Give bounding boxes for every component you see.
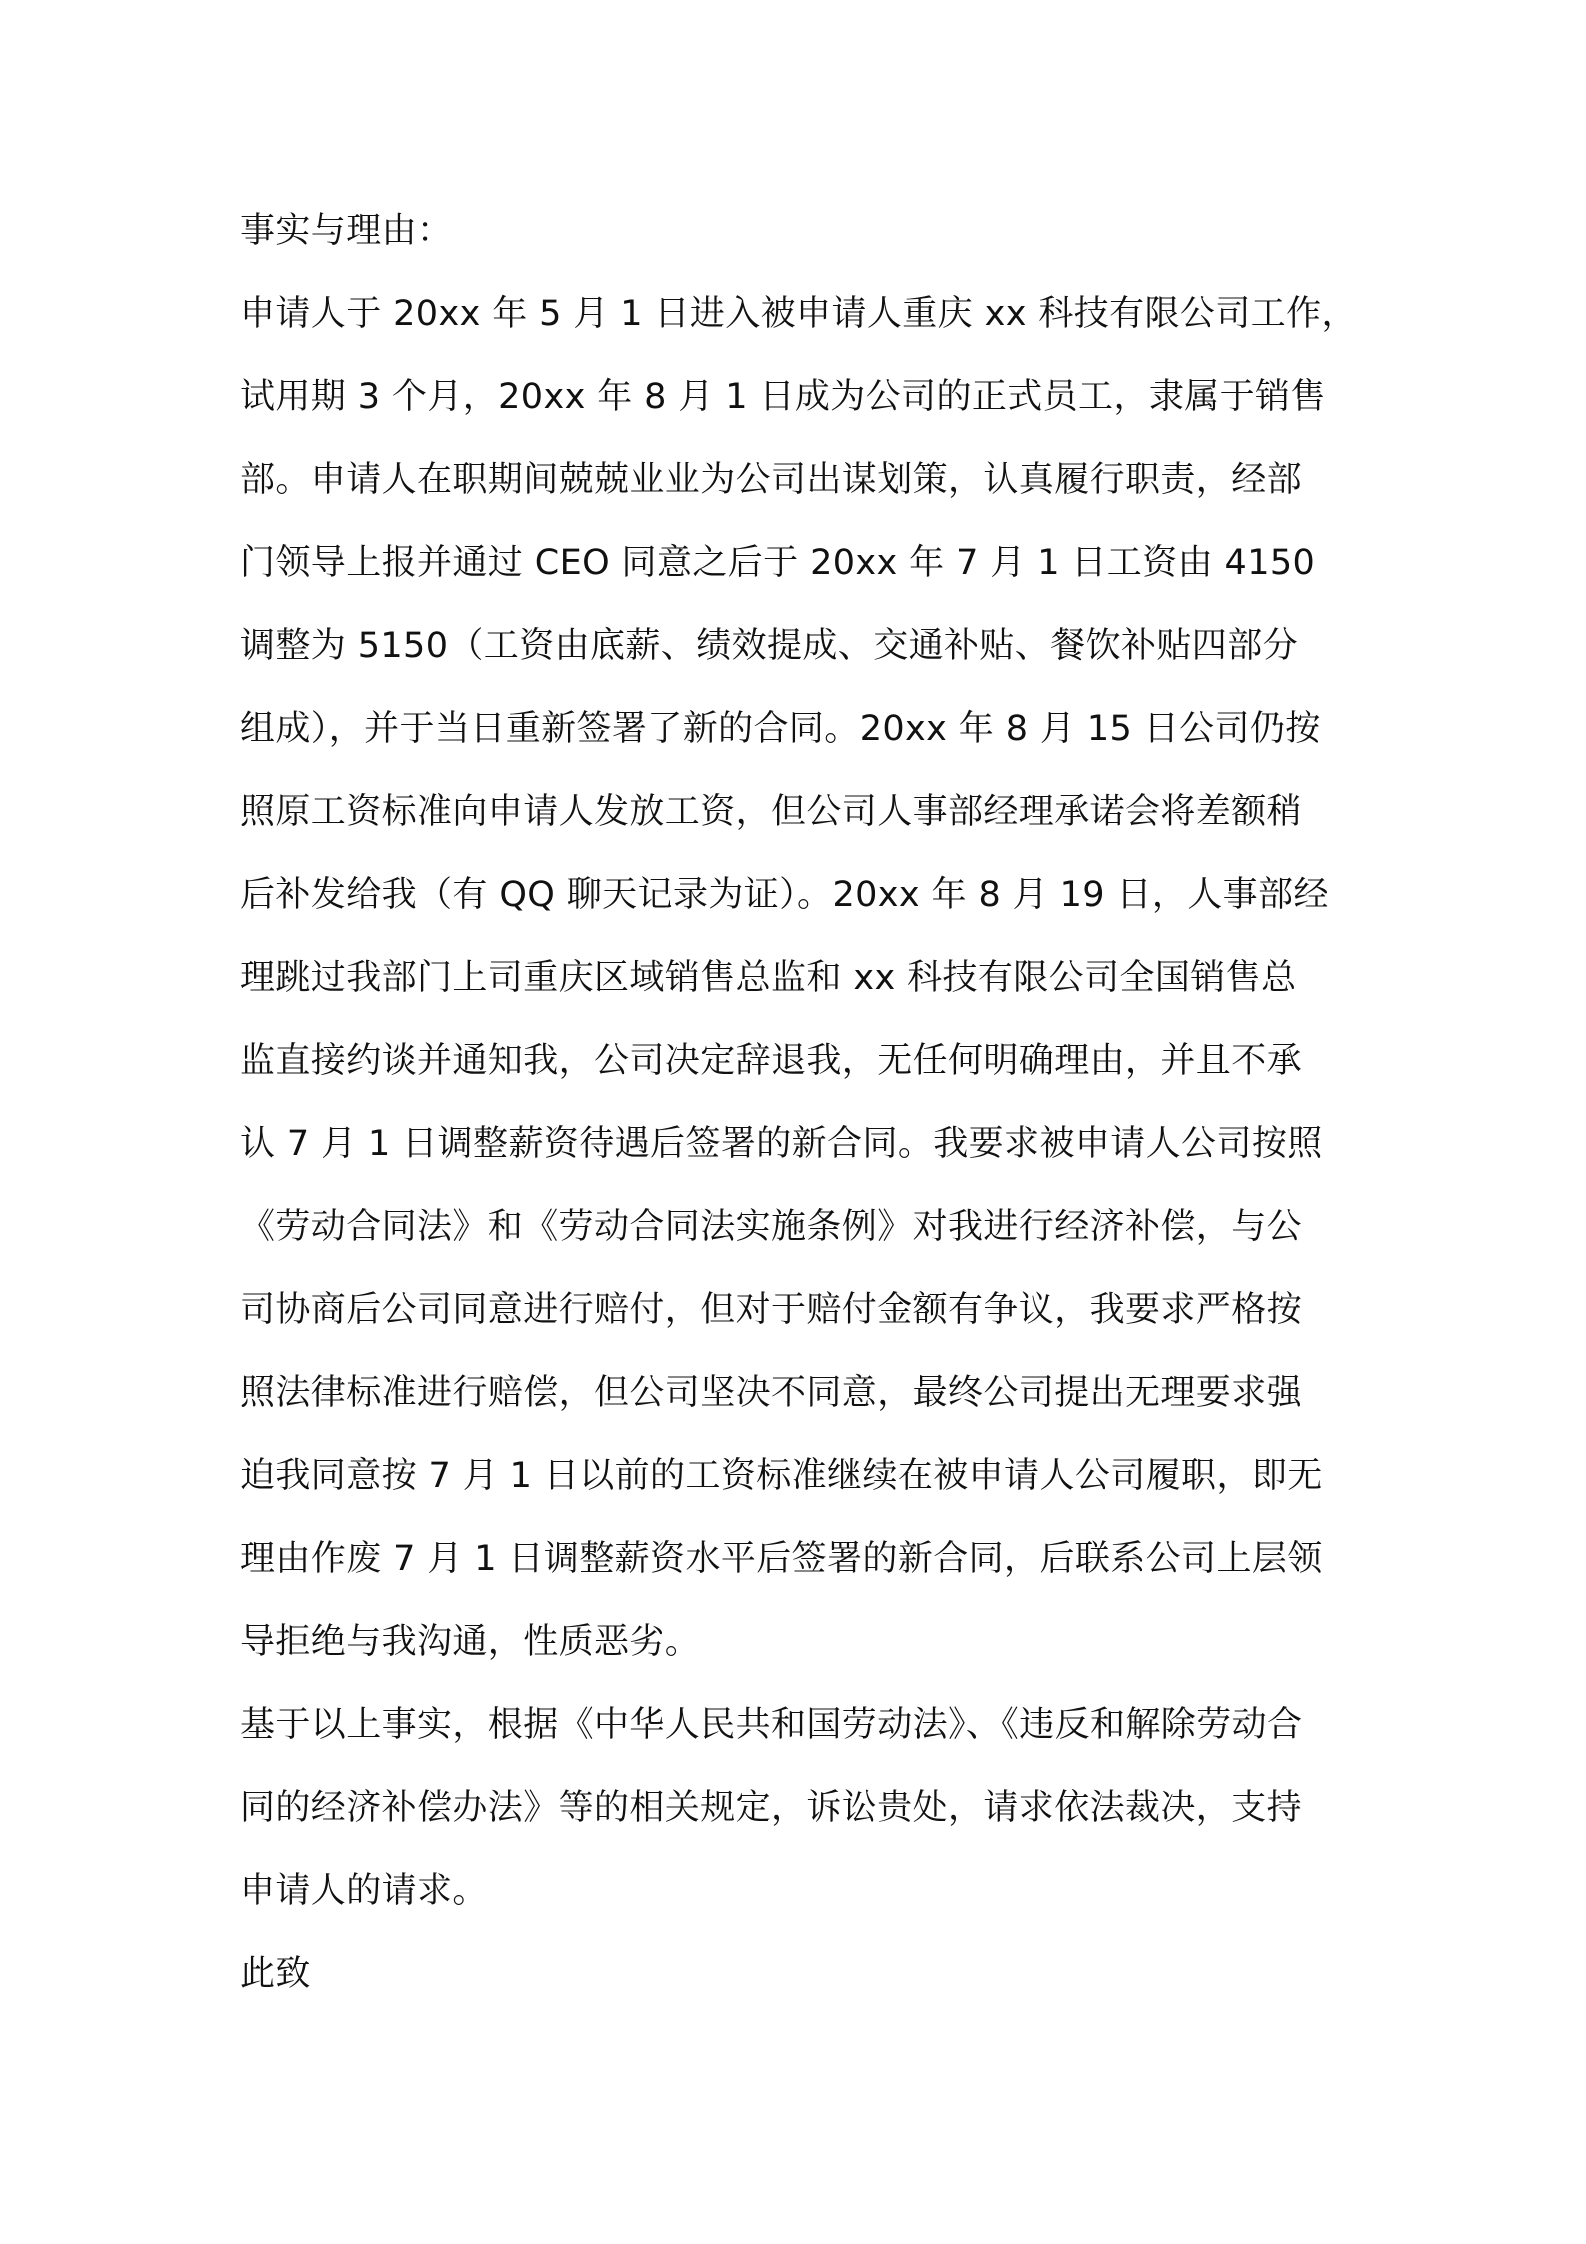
facts-line: 部。申请人在职期间兢兢业业为公司出谋划策，认真履行职责，经部 <box>240 460 1303 500</box>
facts-line: 照法律标准进行赔偿，但公司坚决不同意，最终公司提出无理要求强 <box>240 1373 1303 1413</box>
facts-line: 司协商后公司同意进行赔付，但对于赔付金额有争议，我要求严格按 <box>240 1290 1303 1330</box>
facts-line: 理由作废 7 月 1 日调整薪资水平后签署的新合同，后联系公司上层领 <box>240 1539 1323 1579</box>
facts-line: 监直接约谈并通知我，公司决定辞退我，无任何明确理由，并且不承 <box>240 1041 1303 1081</box>
facts-line: 导拒绝与我沟通，性质恶劣。 <box>240 1622 701 1662</box>
facts-line: 试用期 3 个月，20xx 年 8 月 1 日成为公司的正式员工，隶属于销售 <box>240 377 1326 417</box>
facts-paragraph <box>240 273 1360 1684</box>
document-body <box>240 190 1360 2016</box>
facts-line: 后补发给我（有 QQ 聊天记录为证）。20xx 年 8 月 19 日，人事部经 <box>240 875 1329 915</box>
facts-line: 理跳过我部门上司重庆区域销售总监和 xx 科技有限公司全国销售总 <box>240 958 1297 998</box>
facts-line: 认 7 月 1 日调整薪资待遇后签署的新合同。我要求被申请人公司按照 <box>240 1124 1323 1164</box>
closing-salutation: 此致 <box>240 1954 311 1994</box>
basis-line: 同的经济补偿办法》等的相关规定，诉讼贵处，请求依法裁决，支持 <box>240 1788 1303 1828</box>
basis-line: 基于以上事实，根据《中华人民共和国劳动法》、《违反和解除劳动合 <box>240 1705 1303 1745</box>
facts-line: 调整为 5150（工资由底薪、绩效提成、交通补贴、餐饮补贴四部分 <box>240 626 1298 666</box>
basis-line: 申请人的请求。 <box>240 1871 488 1911</box>
basis-paragraph <box>240 1684 1360 1933</box>
facts-line: 组成），并于当日重新签署了新的合同。20xx 年 8 月 15 日公司仍按 <box>240 709 1321 749</box>
facts-line: 迫我同意按 7 月 1 日以前的工资标准继续在被申请人公司履职，即无 <box>240 1456 1323 1496</box>
facts-line: 门领导上报并通过 CEO 同意之后于 20xx 年 7 月 1 日工资由 4150 <box>240 543 1316 583</box>
facts-line: 照原工资标准向申请人发放工资，但公司人事部经理承诺会将差额稍 <box>240 792 1303 832</box>
section-heading: 事实与理由： <box>240 211 453 251</box>
facts-line: 《劳动合同法》和《劳动合同法实施条例》对我进行经济补偿，与公 <box>240 1207 1303 1247</box>
facts-line: 申请人于 20xx 年 5 月 1 日进入被申请人重庆 xx 科技有限公司工作， <box>240 294 1357 334</box>
